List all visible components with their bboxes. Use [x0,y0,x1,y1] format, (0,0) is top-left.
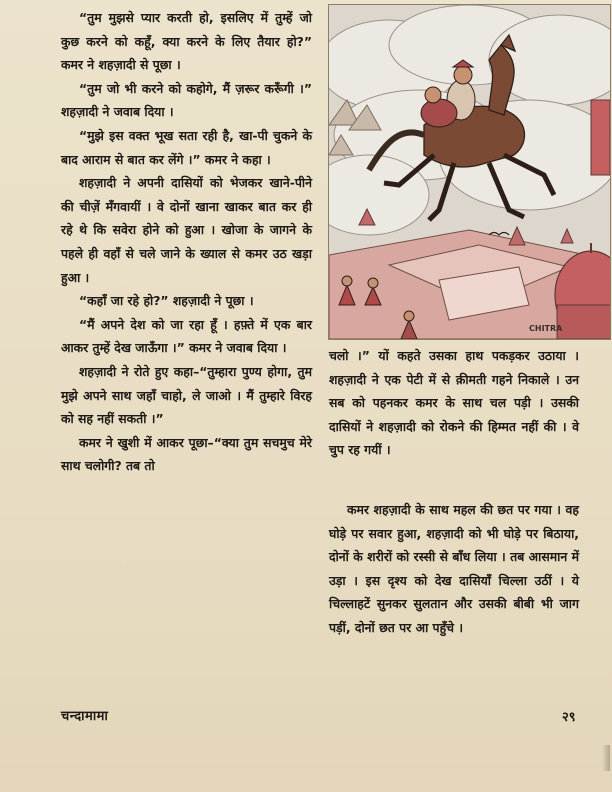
right-text-column-top [329,344,579,462]
paragraph: शहज़ादी ने अपनी दासियों को भेजकर खाने-पीने की चीज़ें मँगवायीं । वे दोनों खाना खाकर बात कर ही रहे थे कि सवेरा होने को हुआ । खोजा के जागने के पहले ही वहाँ से चले जाने के ख्याल से कमर उठ खड़ा हुआ । [61,175,312,285]
paragraph: “तुम जो भी करने को कहोगे, मैं ज़रूर करूँगी ।” शहज़ादी ने जवाब दिया । [61,80,312,120]
paragraph: “कहाँ जा रहे हो?” शहज़ादी ने पूछा । [79,293,254,309]
paragraph: कमर ने खुशी में आकर पूछा–“क्या तुम सचमुच मेरे साथ चलोगी? तब तो [61,434,312,474]
paragraph: चलो ।” यों कहते उसका हाथ पकड़कर उठाया । शहज़ादी ने एक पेटी में से क़ीमती गहने निकाले । उन सब को पहनकर कमर के साथ चल पड़ी । उसकी दासियों ने शहज़ादी को रोकने की हिम्मत नहीं की । वे चुप रह गयीं । [329,348,579,458]
artist-signature: CHITRA [529,324,563,333]
paragraph: “मुझे इस वक्त भूख सता रही है, खा-पी चुकने के बाद आराम से बात कर लेंगे ।” कमर ने कहा । [61,127,312,167]
paragraph: “मैं अपने देश को जा रहा हूँ । हफ़्ते में एक बार आकर तुम्हें देख जाऊँगा ।” कमर ने जवाब दिया । [61,316,312,356]
paragraph: कमर शहज़ादी के साथ महल की छत पर गया । वह घोड़े पर सवार हुआ, शहज़ादी को भी घोड़े पर बिठाया, दोनों के शरीरों को रस्सी से बाँध लिया । तब आसमान में उड़ा । इस दृश्य को देख दासियाँ चिल्ला उठीं । ये चिल्लाहटें सुनकर सुलतान और उसकी बीबी भी जाग पड़ीं, दोनों छत पर आ पहुँचे । [329,502,579,635]
page-edge-shadow [602,745,610,771]
page-number: २९ [562,710,576,725]
flying-horse-illustration [328,4,611,340]
paragraph: “तुम मुझसे प्यार करती हो, इसलिए में तुम्हें जो कुछ करने को कहूँ, क्या करने के लिए तैयार हो?” कमर ने शहज़ादी से पूछा । [61,10,312,73]
right-text-column-bottom [329,498,579,640]
illustration-svg [329,5,610,339]
paragraph: शहज़ादी ने रोते हुए कहा–“तुम्हारा पुण्य होगा, तुम मुझे अपने साथ जहाँ चाहो, ले जाओ । मैं तुम्हारे विरह को सह नहीं सकती ।” [61,363,312,427]
left-text-column [61,6,312,478]
magazine-name: चन्दामामा [61,709,109,724]
